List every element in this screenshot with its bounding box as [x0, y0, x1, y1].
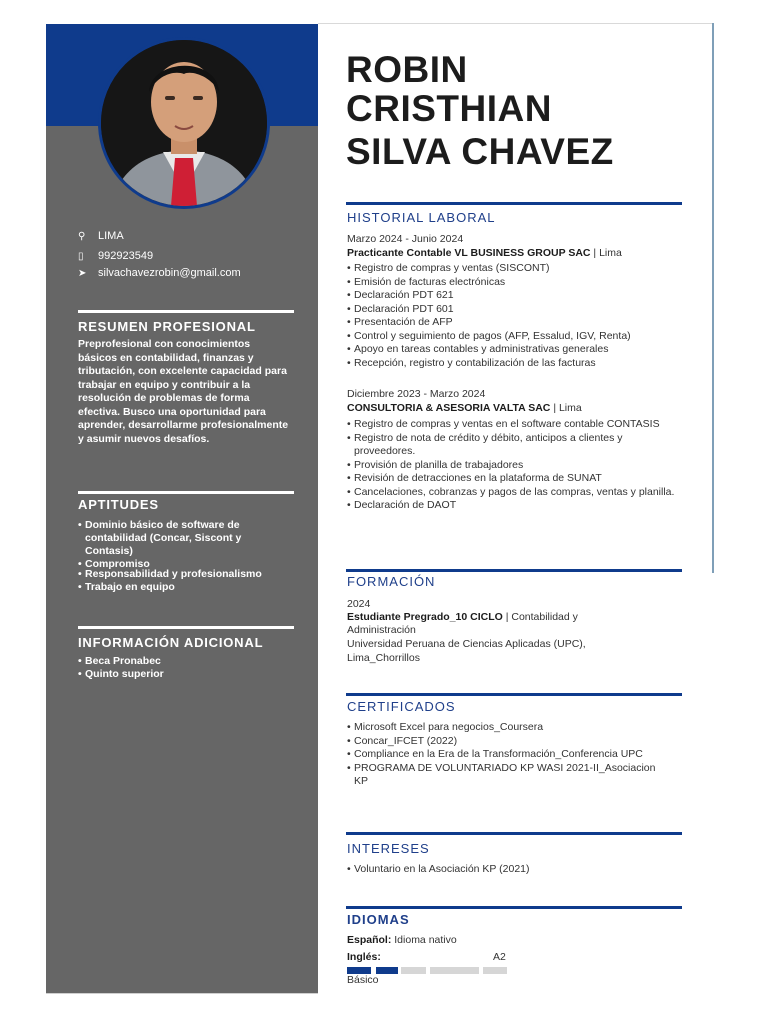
additional-list: [78, 655, 290, 681]
list-item: • Registro de compras y ventas (SISCONT): [347, 262, 550, 274]
section-divider: [346, 569, 682, 572]
list-item: • Provisión de planilla de trabajadores: [347, 458, 524, 471]
phone-text: 992923549: [98, 250, 154, 262]
skills-list: [78, 519, 290, 594]
page-edge: [46, 993, 318, 994]
list-item: • Registro de nota de crédito y débito, anticipos a clientes y proveedores.: [347, 431, 623, 457]
city-text: LIMA: [98, 230, 124, 242]
phone-icon: ▯: [78, 250, 84, 262]
list-item: • Trabajo en equipo: [78, 581, 175, 593]
level-segment: [347, 967, 371, 974]
interests-title: INTERESES: [347, 841, 430, 856]
language-spanish: Español: Idioma nativo: [347, 934, 457, 946]
contact-city: [78, 230, 124, 242]
list-item: • Compliance en la Era de la Transformación_Conferencia UPC: [347, 748, 643, 760]
job-dates: Diciembre 2023 - Marzo 2024: [347, 388, 486, 400]
location-icon: ⚲: [78, 230, 86, 242]
list-item: • Control y seguimiento de pagos (AFP, Essalud, IGV, Renta): [347, 329, 631, 342]
list-item: • Beca Pronabec: [78, 655, 161, 667]
list-item: • Dominio básico de software de contabilidad (Concar, Siscont y Contasis): [78, 519, 242, 557]
additional-title: INFORMACIÓN ADICIONAL: [78, 635, 264, 650]
send-icon: ➤: [78, 267, 87, 279]
level-segment: [376, 967, 398, 974]
list-item: • Quinto superior: [78, 668, 164, 680]
section-divider: [346, 693, 682, 696]
list-item: • Apoyo en tareas contables y administrativas generales: [347, 343, 609, 355]
language-english-level: Básico: [347, 974, 379, 986]
level-segment: [483, 967, 507, 974]
interests-list: [347, 863, 682, 877]
languages-title: IDIOMAS: [347, 912, 410, 927]
job-dates: Marzo 2024 - Junio 2024: [347, 233, 464, 245]
list-item: • Responsabilidad y profesionalismo: [78, 568, 262, 580]
level-segment: [430, 967, 479, 974]
list-item: • Compromiso: [78, 558, 150, 570]
summary-title: RESUMEN PROFESIONAL: [78, 319, 256, 334]
section-divider: [78, 491, 294, 494]
summary-text: Preprofesional con conocimientos básicos en contabilidad, finanzas y tributación, con excelente capacidad para trabajar en equipo y contribuir a la resolución de problemas de forma efectiva. Busco una oportunidad para aprender, desarrollarme profesionalmente y asumir nuevos desafíos.: [78, 338, 289, 445]
list-item: • Cancelaciones, cobranzas y pagos de las compras, ventas y planilla.: [347, 485, 675, 498]
contact-email: [78, 267, 241, 279]
list-item: • Declaración PDT 601: [347, 302, 454, 315]
education-title: FORMACIÓN: [347, 574, 436, 589]
job-tasks: [347, 418, 682, 513]
work-title: HISTORIAL LABORAL: [347, 210, 496, 225]
certificates-list: [347, 721, 662, 789]
list-item: • Registro de compras y ventas en el software contable CONTASIS: [347, 418, 660, 430]
section-divider: [346, 832, 682, 835]
email-text: silvachavezrobin@gmail.com: [98, 267, 241, 279]
list-item: • Declaración PDT 621: [347, 289, 454, 301]
job-heading: CONSULTORIA & ASESORIA VALTA SAC | Lima: [347, 402, 582, 414]
education-location: Lima_Chorrillos: [347, 652, 420, 664]
list-item: • Microsoft Excel para negocios_Coursera: [347, 721, 544, 733]
section-divider: [346, 906, 682, 909]
education-school: Universidad Peruana de Ciencias Aplicadas (UPC),: [347, 638, 586, 650]
level-segment: [401, 967, 426, 974]
list-item: • Presentación de AFP: [347, 316, 453, 328]
page-edge: [712, 23, 714, 573]
section-divider: [78, 310, 294, 313]
language-english-code: A2: [493, 951, 506, 963]
job-heading: Practicante Contable VL BUSINESS GROUP SAC | Lima: [347, 247, 622, 259]
list-item: • Voluntario en la Asociación KP (2021): [347, 863, 530, 875]
section-divider: [346, 202, 682, 205]
skills-title: APTITUDES: [78, 497, 159, 512]
list-item: • Revisión de detracciones en la plataforma de SUNAT: [347, 472, 602, 484]
education-year: 2024: [347, 598, 371, 610]
list-item: • Emisión de facturas electrónicas: [347, 275, 506, 288]
job-tasks: [347, 262, 682, 370]
name-line-3: SILVA CHAVEZ: [346, 131, 614, 172]
certificates-title: CERTIFICADOS: [347, 699, 456, 714]
sidebar: [46, 24, 318, 993]
page-edge: [318, 23, 714, 24]
name-line-2: CRISTHIAN: [346, 88, 552, 129]
list-item: • Declaración de DAOT: [347, 499, 457, 511]
education-field-cont: Administración: [347, 624, 416, 636]
language-english-label: Inglés:: [347, 951, 381, 963]
name-line-1: ROBIN: [346, 49, 468, 90]
contact-phone: [78, 250, 153, 262]
list-item: • Recepción, registro y contabilización de las facturas: [347, 356, 596, 369]
list-item: • PROGRAMA DE VOLUNTARIADO KP WASI 2021-II_Asociacion KP: [347, 761, 656, 787]
education-degree: Estudiante Pregrado_10 CICLO | Contabilidad y: [347, 611, 578, 623]
list-item: • Concar_IFCET (2022): [347, 734, 458, 747]
profile-photo: [98, 37, 270, 209]
section-divider: [78, 626, 294, 629]
